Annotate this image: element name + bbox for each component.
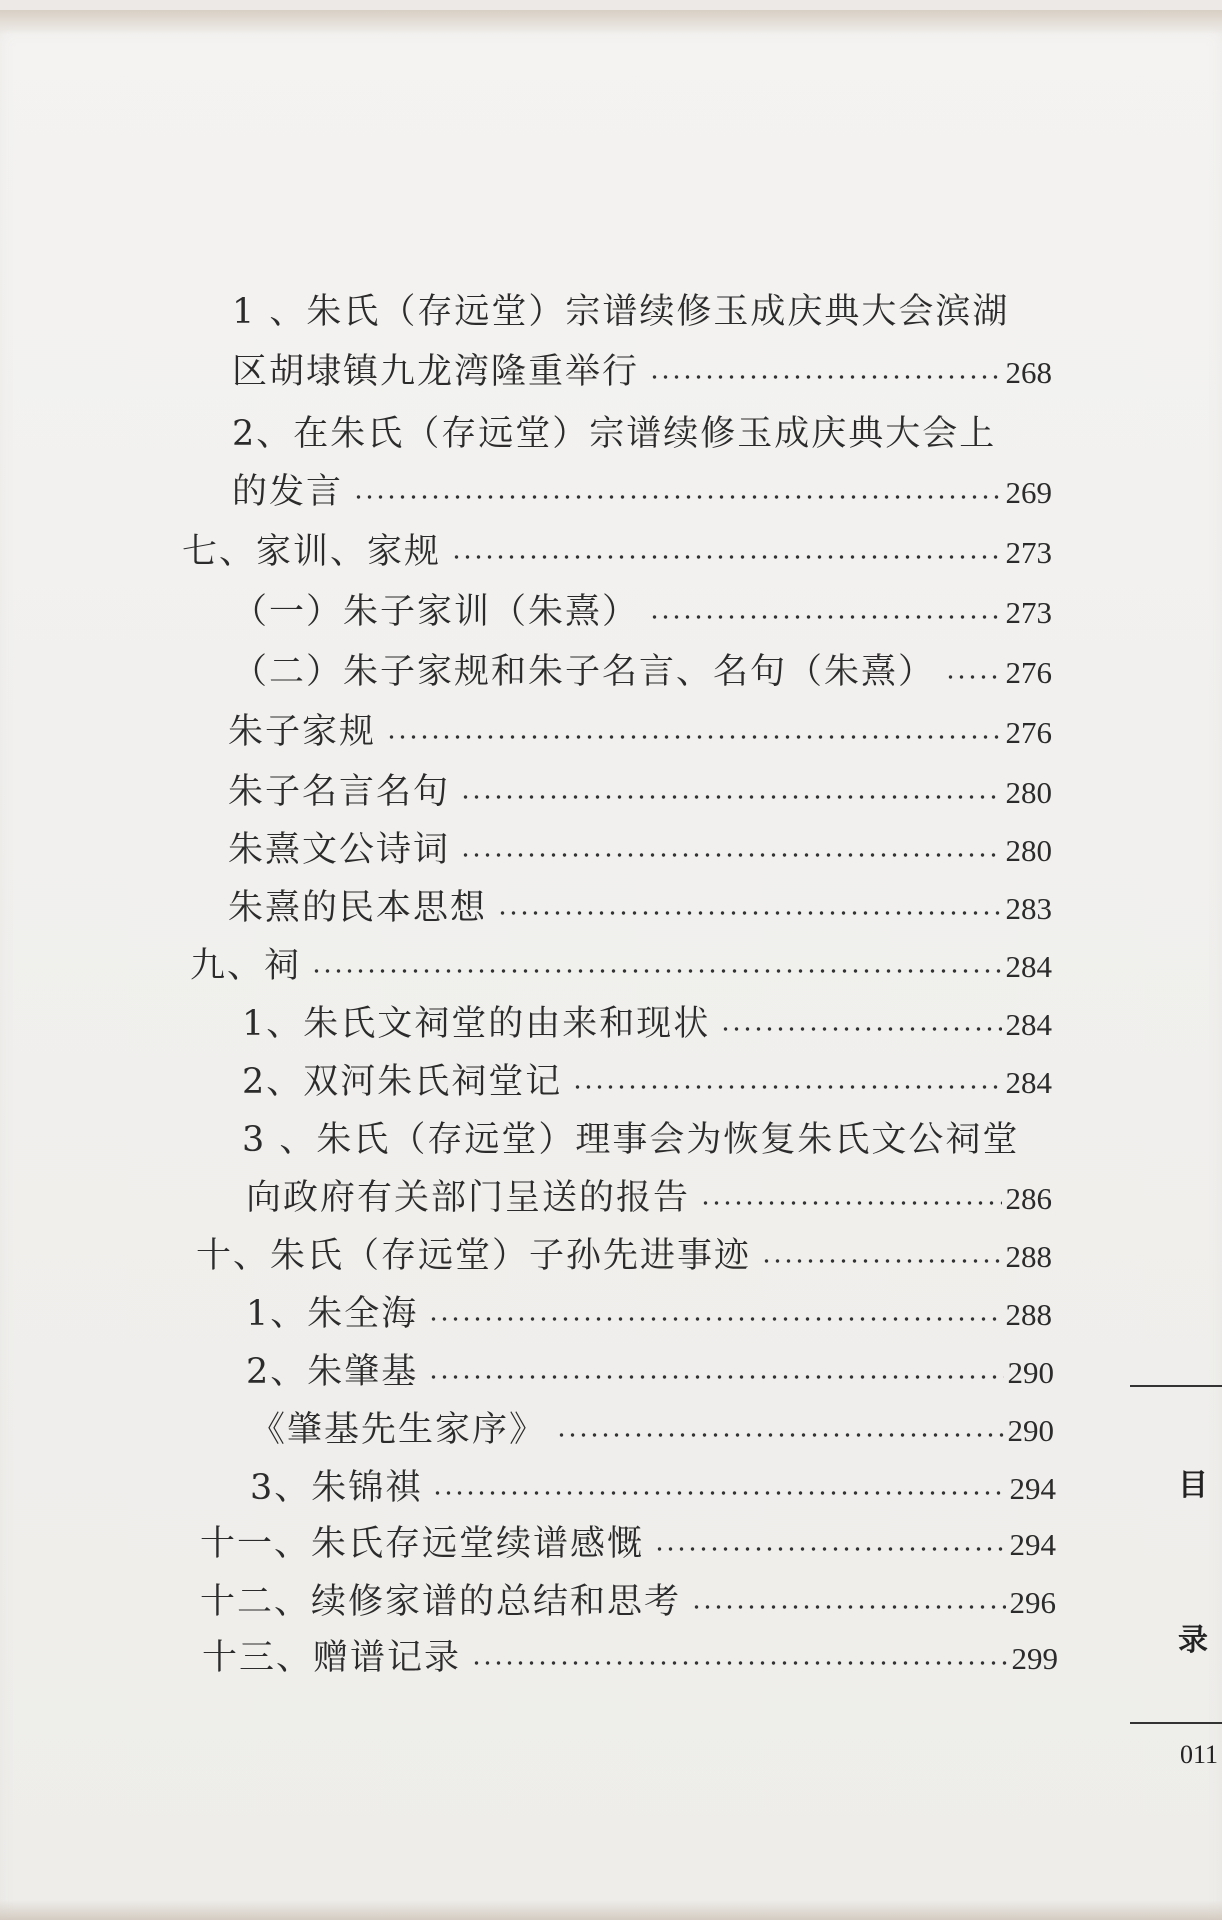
toc-entry[interactable] [250,1408,1054,1453]
dot-leader [649,366,1001,380]
toc-entry-title: （二）朱子家规和朱子名言、名句（朱熹） [232,652,936,692]
toc-entry[interactable] [250,1466,1056,1511]
page-number: 011 [1180,1740,1219,1769]
toc-entry[interactable] [246,1350,1054,1395]
toc-entry-text: 2、在朱氏（存远堂）宗谱续修玉成庆典大会上 [232,414,997,454]
toc-entry[interactable] [232,650,1052,695]
toc-entry-page: 276 [1005,655,1052,690]
toc-entry-title: 1、朱氏文祠堂的由来和现状 [242,1004,711,1044]
dot-leader [761,1250,1001,1264]
toc-entry[interactable] [232,590,1052,635]
toc-entry-title: 2、双河朱氏祠堂记 [242,1062,563,1102]
toc-entry-title: 3、朱锦祺 [250,1468,423,1508]
toc-entry-title: （一）朱子家训（朱熹） [232,592,640,632]
toc-entry-title: 区胡埭镇九龙湾隆重举行 [232,352,640,392]
toc-entry-page: 294 [1009,1527,1056,1562]
dot-leader [460,786,1001,800]
toc-entry[interactable] [232,470,1052,515]
toc-entry[interactable] [246,1176,1052,1221]
toc-entry-title: 十二、续修家谱的总结和思考 [200,1582,682,1622]
toc-entry[interactable] [190,944,1052,989]
toc-entry-page: 288 [1005,1239,1052,1274]
toc-entry[interactable] [242,1002,1052,1047]
side-rule-top [1130,1385,1222,1387]
toc-entry-page: 284 [1005,1007,1052,1042]
toc-entry[interactable] [232,350,1052,395]
side-rule-bottom [1130,1722,1222,1724]
toc-entry-page: 296 [1009,1585,1056,1620]
toc-entry-page: 288 [1005,1297,1052,1332]
toc-entry-page: 283 [1005,891,1052,926]
dot-leader [451,546,1001,560]
toc-entry-page: 290 [1007,1355,1054,1390]
toc-entry[interactable] [246,1292,1052,1337]
dot-leader [556,1424,1003,1438]
dot-leader [471,1652,1007,1666]
toc-entry[interactable] [202,1636,1058,1681]
dot-leader [945,666,1001,680]
toc-entry-title: 朱熹文公诗词 [228,830,451,870]
toc-entry-page: 280 [1005,775,1052,810]
toc-entry-title: 《肇基先生家序》 [250,1410,547,1450]
toc-entry-title: 十三、赠谱记录 [202,1638,462,1678]
toc-entry-page: 284 [1005,949,1052,984]
toc-entry-page: 299 [1011,1641,1058,1676]
toc-entry[interactable] [228,828,1052,873]
dot-leader [497,902,1001,916]
toc-entry-text: 1 、朱氏（存远堂）宗谱续修玉成庆典大会滨湖 [232,292,1010,332]
toc-entry-title: 朱子名言名句 [228,772,451,812]
toc-entry-title: 七、家训、家规 [182,532,442,572]
dot-leader [654,1538,1005,1552]
dot-leader [649,606,1001,620]
toc-entry-title: 的发言 [232,472,344,512]
toc-entry[interactable] [200,1580,1056,1625]
toc-entry-page: 290 [1007,1413,1054,1448]
dot-leader [432,1482,1005,1496]
toc-entry-page: 280 [1005,833,1052,868]
dot-leader [572,1076,1001,1090]
side-label-mu: 目 [1178,1468,1208,1503]
toc-entry-page: 273 [1005,595,1052,630]
toc-entry[interactable] [228,770,1052,815]
toc-entry[interactable] [228,710,1052,755]
dot-leader [428,1308,1001,1322]
toc-entry-page: 294 [1009,1471,1056,1506]
toc-entry-page: 286 [1005,1181,1052,1216]
toc-entry-title: 九、祠 [190,946,302,986]
dot-leader [720,1018,1001,1032]
toc-entry-title: 十一、朱氏存远堂续谱感慨 [200,1524,645,1564]
dot-leader [691,1596,1005,1610]
toc-entry-title: 朱熹的民本思想 [228,888,488,928]
toc-entry-page: 268 [1005,355,1052,390]
toc-entry-title: 向政府有关部门呈送的报告 [246,1178,691,1218]
toc-entry-page: 276 [1005,715,1052,750]
toc-entry-title: 十、朱氏（存远堂）子孙先进事迹 [196,1236,752,1276]
toc-entry[interactable] [196,1234,1052,1279]
dot-leader [700,1192,1001,1206]
toc-entry[interactable] [200,1522,1056,1567]
dot-leader [353,486,1001,500]
page-bottom-edge [0,1900,1222,1920]
toc-entry-text: 3 、朱氏（存远堂）理事会为恢复朱氏文公祠堂 [242,1120,1020,1160]
toc-entry-title: 朱子家规 [228,712,377,752]
dot-leader [460,844,1001,858]
toc-entry-page: 269 [1005,475,1052,510]
toc-entry-page: 273 [1005,535,1052,570]
toc-entry-title: 2、朱肇基 [246,1352,419,1392]
toc-entry[interactable] [182,530,1052,575]
toc-entry-page: 284 [1005,1065,1052,1100]
dot-leader [428,1366,1003,1380]
toc-entry[interactable] [242,1060,1052,1105]
side-label-lu: 录 [1178,1623,1208,1658]
dot-leader [386,726,1001,740]
toc-entry-title: 1、朱全海 [246,1294,419,1334]
dot-leader [311,960,1001,974]
toc-entry[interactable] [228,886,1052,931]
